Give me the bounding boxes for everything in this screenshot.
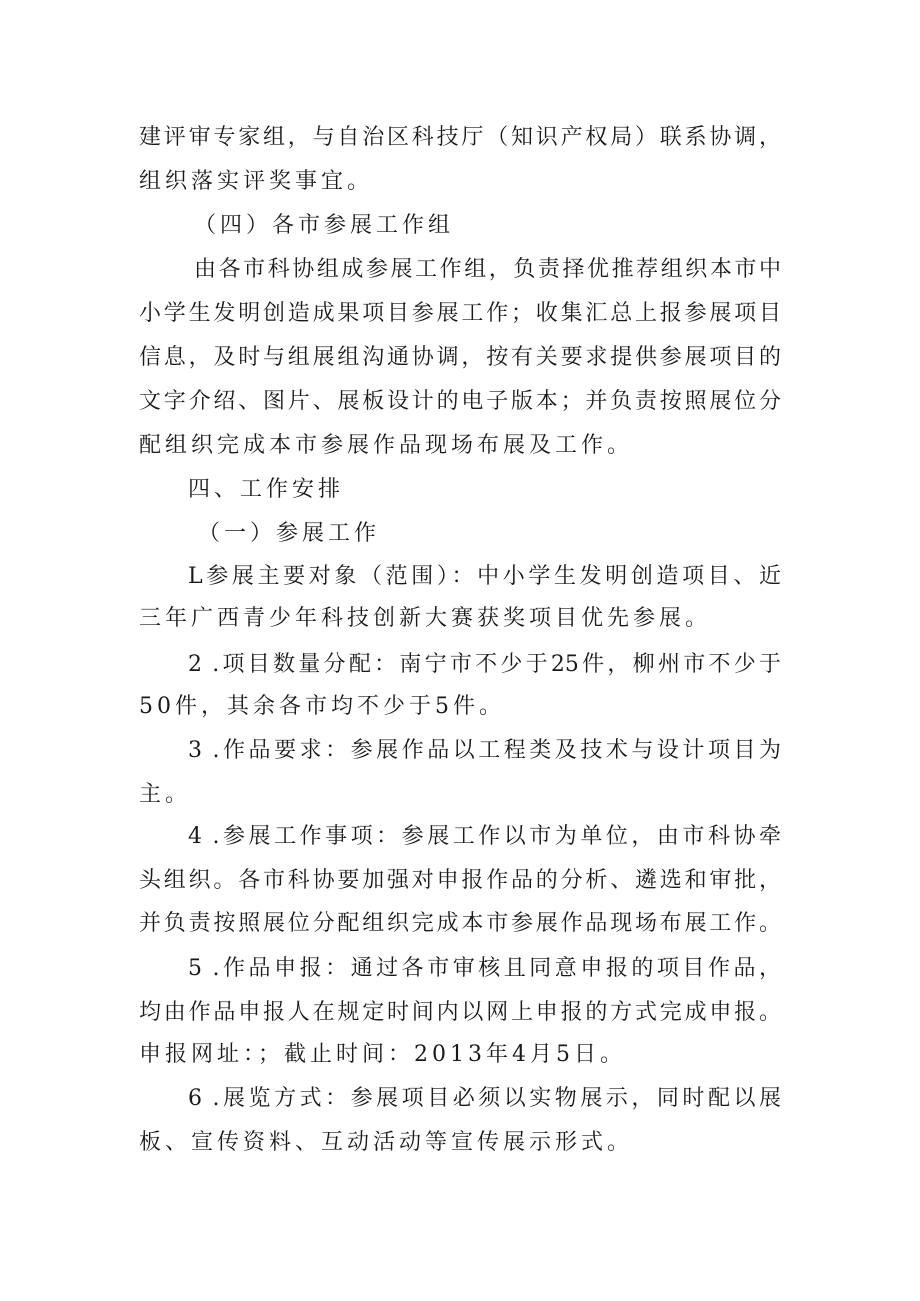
- paragraph-line: 由各市科协组成参展工作组，负责择优推荐组织本市中: [194, 257, 781, 282]
- paragraph-line: L参展主要对象（范围）：中小学生发明创造项目、近: [188, 564, 781, 589]
- paragraph-line: 小学生发明创造成果项目参展工作；收集汇总上报参展项目: [139, 301, 781, 326]
- paragraph-line: 板、宣传资料、互动活动等宣传展示形式。: [139, 1130, 634, 1155]
- paragraph-line: 组织落实评奖事宜。: [139, 169, 374, 194]
- section-heading: （四）各市参展工作组: [194, 213, 455, 238]
- paragraph-line: 三年广西青少年科技创新大赛获奖项目优先参展。: [139, 606, 712, 631]
- paragraph-line: 2 .项目数量分配：南宁市不少于25件，柳州市不少于: [188, 652, 781, 677]
- paragraph-line: 4 .参展工作事项：参展工作以市为单位，由市科协牵: [188, 824, 781, 849]
- paragraph-line: 3 .作品要求：参展作品以工程类及技术与设计项目为: [188, 738, 781, 763]
- paragraph-line: 主。: [139, 782, 192, 807]
- paragraph-line: 并负责按照展位分配组织完成本市参展作品现场布展工作。: [139, 911, 781, 936]
- paragraph-line: 50件，其余各市均不少于5件。: [139, 694, 505, 719]
- paragraph-line: 6 .展览方式：参展项目必须以实物展示，同时配以展: [188, 1086, 781, 1111]
- paragraph-line: 申报网址：；截止时间：2013年4月5日。: [139, 1042, 626, 1067]
- paragraph-line: 建评审专家组，与自治区科技厅（知识产权局）联系协调，: [139, 125, 781, 150]
- paragraph-line: 配组织完成本市参展作品现场布展及工作。: [139, 433, 634, 458]
- paragraph-line: 均由作品申报人在规定时间内以网上申报的方式完成申报。: [139, 1000, 781, 1025]
- paragraph-line: 信息，及时与组展组沟通协调，按有关要求提供参展项目的: [139, 345, 781, 370]
- section-heading: （一）参展工作: [198, 521, 381, 546]
- section-heading: 四、工作安排: [188, 477, 345, 502]
- paragraph-line: 文字介绍、图片、展板设计的电子版本；并负责按照展位分: [139, 389, 781, 414]
- paragraph-line: 头组织。各市科协要加强对申报作品的分析、遴选和审批，: [139, 868, 781, 893]
- paragraph-line: 5 .作品申报：通过各市审核且同意申报的项目作品，: [188, 956, 781, 981]
